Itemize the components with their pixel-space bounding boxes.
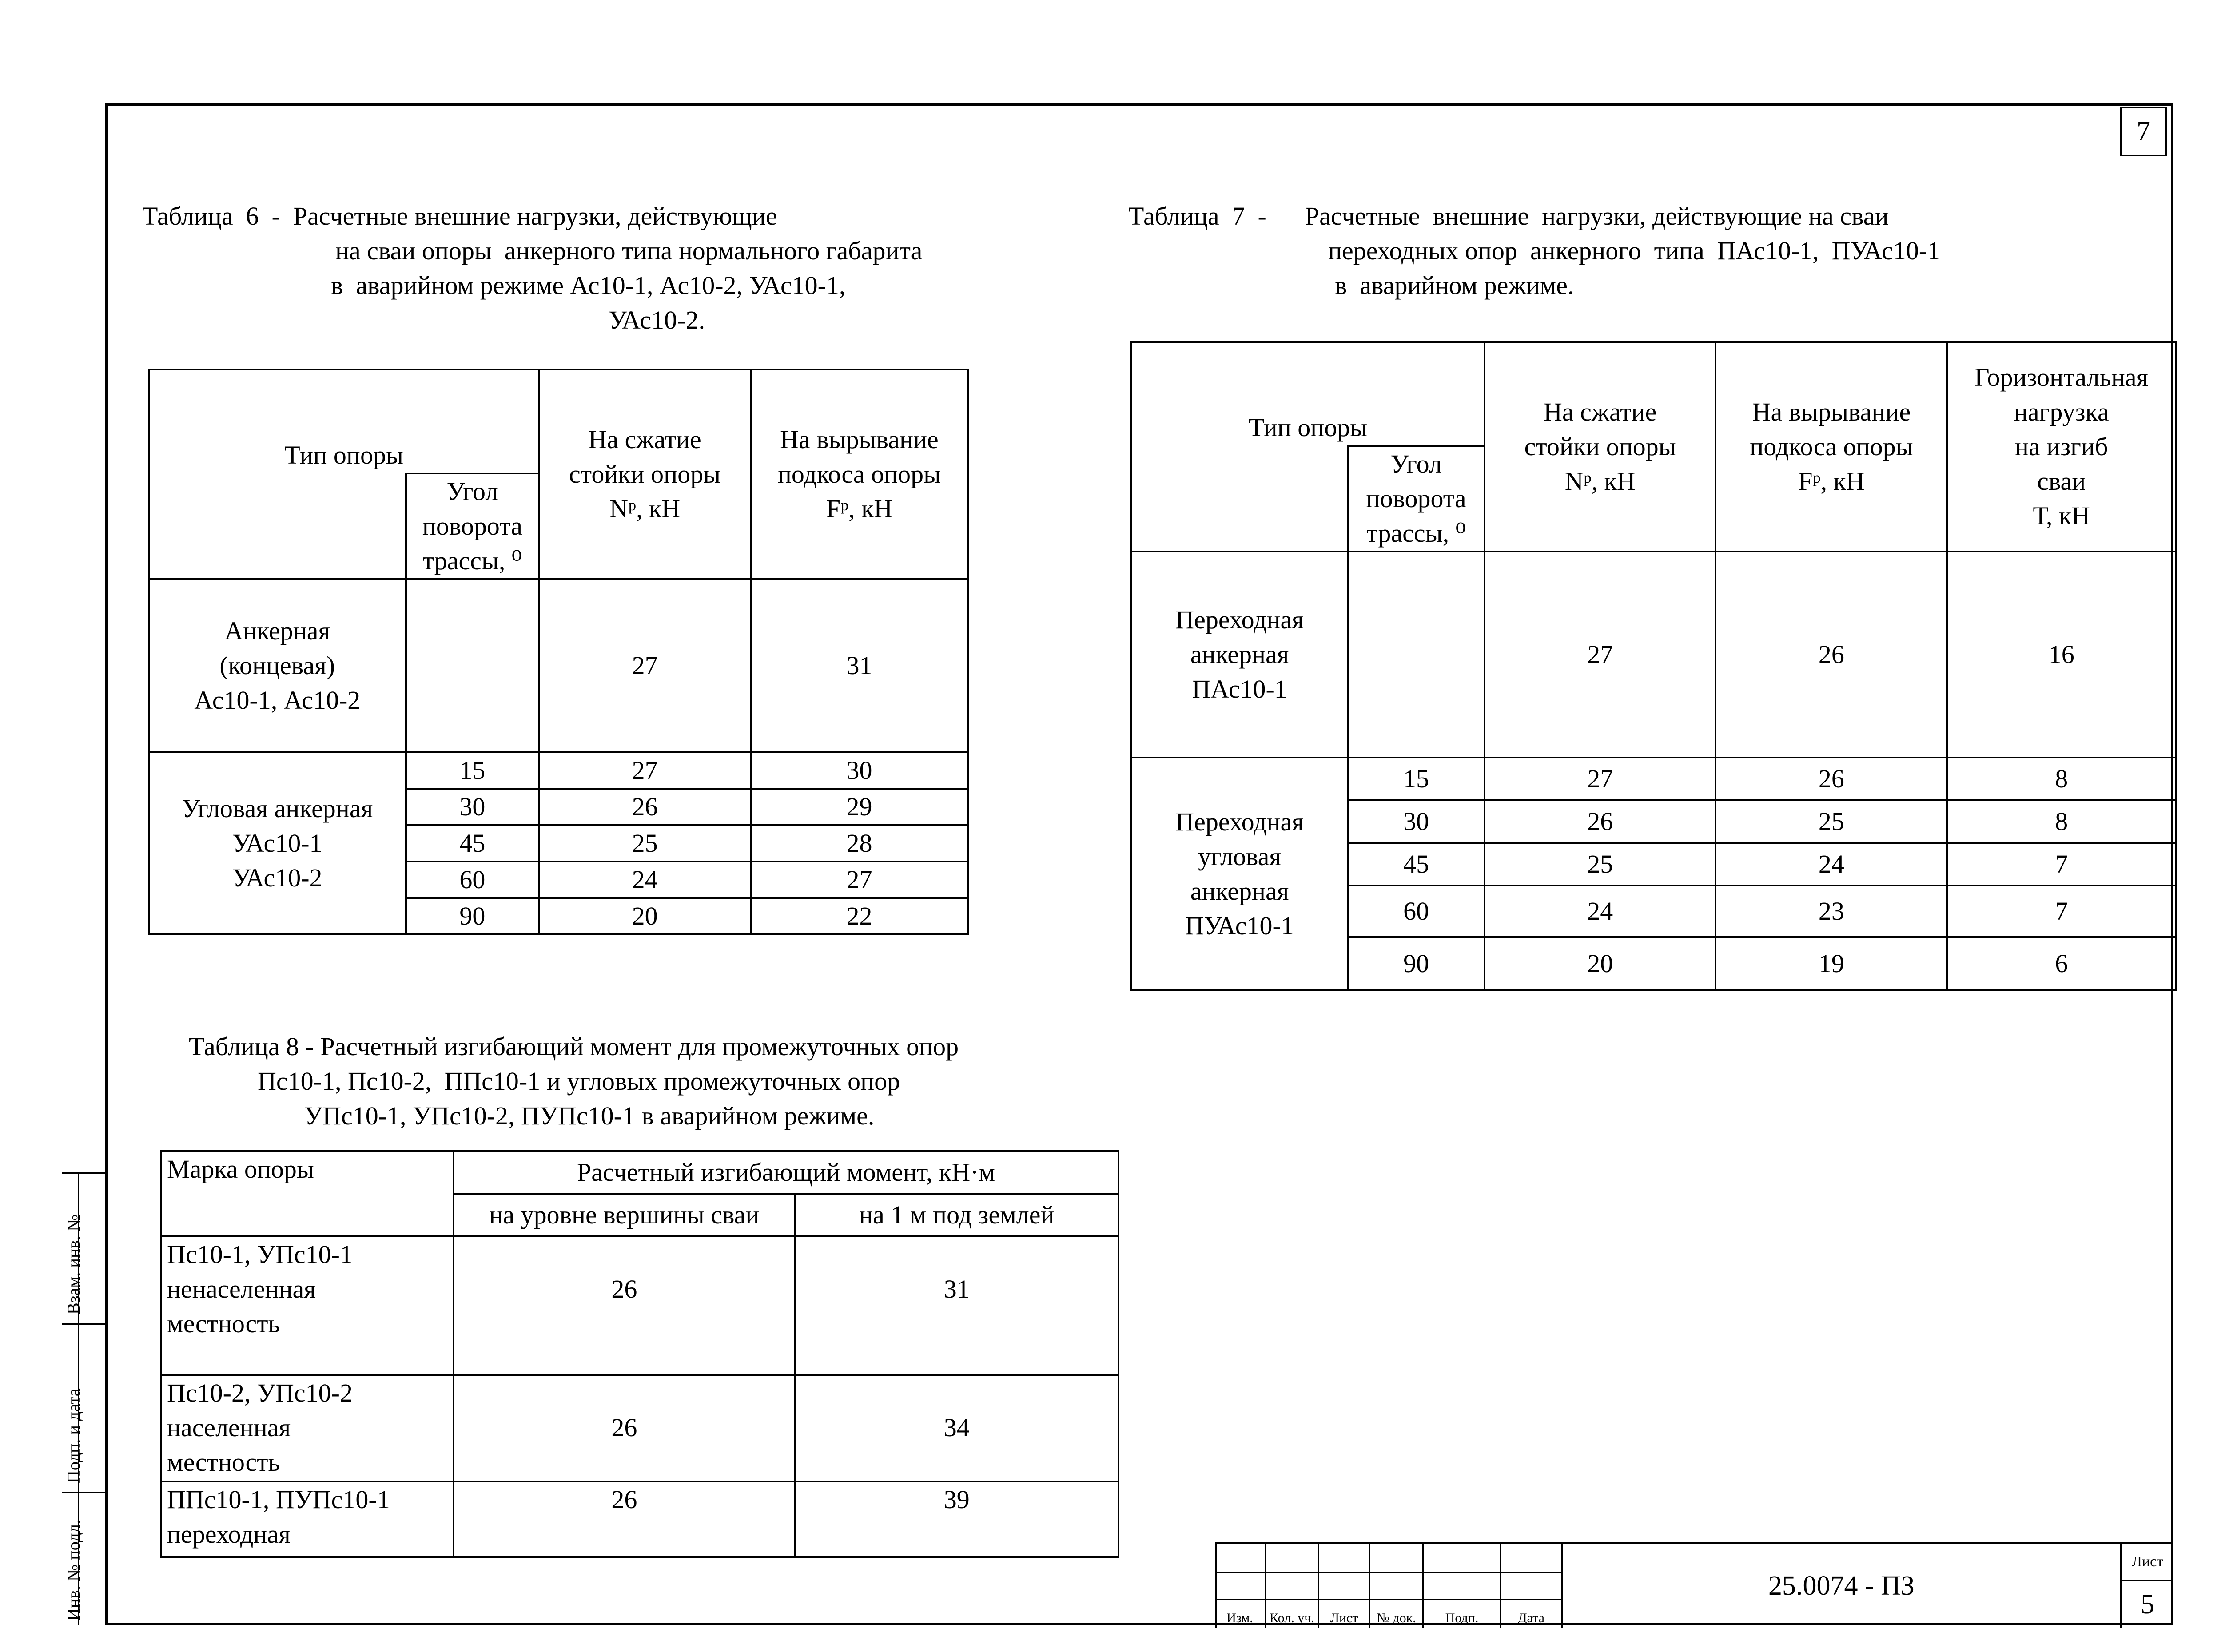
table7-horiz: 6 [1947,937,2176,990]
document-code: 25.0074 - ПЗ [1768,1571,1915,1601]
table6-angle: 45 [406,825,539,862]
table8-row-1m: 39 [795,1481,1118,1557]
table7 [1130,341,2177,991]
stamp-label: Подп. [1445,1611,1479,1625]
table6-caption-line4: УАс10-2. [609,306,705,334]
stamp-sheet-cell [2120,1544,2173,1628]
margin-label-inv: Инв. № подл. [64,1520,84,1621]
table6-row1-pull: 31 [751,579,968,752]
table7-pull: 25 [1716,800,1947,843]
table7-header-comp: На сжатие стойки опоры Nᵖ, кН [1485,342,1716,552]
table8 [160,1150,1119,1558]
table6-pull: 29 [751,789,968,825]
table6-comp: 24 [539,862,751,898]
table6-group-name: Угловая анкерная УАс10-1 УАс10-2 [149,752,406,934]
table6-caption-line2: на сваи опоры анкерного типа нормального габарита [335,236,923,265]
table7-header-horiz: Горизонтальная нагрузка на изгиб сваи Т, кН [1947,342,2176,552]
table8-row-mark: ППс10-1, ПУПс10-1 переходная [161,1481,454,1557]
table7-angle: 45 [1348,843,1485,886]
table6-header-angle: Угол поворота трассы, ⁰ [406,473,539,579]
table6-comp: 27 [539,752,751,789]
stamp-label: Дата [1518,1611,1544,1625]
table7-comp: 24 [1485,886,1716,937]
margin-label-replace: Взам. инв. № [64,1214,84,1314]
stamp-label: № док. [1377,1611,1416,1625]
table8-row-1m: 31 [795,1236,1118,1375]
table6-pull: 27 [751,862,968,898]
table6-angle: 15 [406,752,539,789]
table7-horiz: 7 [1947,886,2176,937]
margin-label-sign: Подп. и дата [64,1388,84,1483]
table7-header-pull: На вырывание подкоса опоры Fᵖ, кН [1716,342,1947,552]
stamp-label: Изм. [1226,1611,1253,1625]
title-block [1215,1542,2173,1628]
table6-angle: 30 [406,789,539,825]
table7-horiz: 7 [1947,843,2176,886]
table8-row-1m: 34 [795,1375,1118,1481]
table7-caption-line3: в аварийном режиме. [1335,271,1574,300]
table6-comp: 26 [539,789,751,825]
table7-pull: 19 [1716,937,1947,990]
table8-caption-line3: УПс10-1, УПс10-2, ПУПс10-1 в аварийном режиме. [304,1101,875,1130]
table8-row-mark: Пс10-1, УПс10-1 ненаселенная местность [161,1236,454,1375]
table7-pull: 26 [1716,758,1947,800]
table7-row1-comp: 27 [1485,552,1716,758]
table7-row1-pull: 26 [1716,552,1947,758]
table7-row1-horiz: 16 [1947,552,2176,758]
table6-pull: 30 [751,752,968,789]
table6-angle: 90 [406,898,539,934]
table7-angle: 60 [1348,886,1485,937]
table7-pull: 24 [1716,843,1947,886]
table6-header-pull: На вырывание подкоса опоры Fᵖ, кН [751,369,968,579]
table7-group-name: Переходная угловая анкерная ПУАс10-1 [1131,758,1348,990]
table7-horiz: 8 [1947,758,2176,800]
table8-caption-line2: Пс10-1, Пс10-2, ППс10-1 и угловых промежуточных опор [258,1067,900,1096]
table7-header-angle: Угол поворота трассы, ⁰ [1348,446,1485,552]
table7-caption-line2: переходных опор анкерного типа ПАс10-1, ПУАс10-1 [1328,236,1941,265]
table6-pull: 22 [751,898,968,934]
stamp-sheet-label: Лист [2131,1553,2164,1570]
table6-header-comp: На сжатие стойки опоры Nᵖ, кН [539,369,751,579]
table7-row1-name: Переходная анкерная ПАс10-1 [1131,552,1348,758]
table6-row1-name: Анкерная (концевая) Ас10-1, Ас10-2 [149,579,406,752]
table8-row-top: 26 [454,1481,795,1557]
stamp-label: Лист [1330,1611,1358,1625]
corner-sheet-number: 7 [2120,107,2167,156]
table7-comp: 27 [1485,758,1716,800]
table8-header-moment: Расчетный изгибающий момент, кН·м [454,1151,1118,1194]
table7-comp: 20 [1485,937,1716,990]
table8-caption-line1: Таблица 8 - Расчетный изгибающий момент для промежуточных опор [189,1032,959,1061]
table8-row-mark: Пс10-2, УПс10-2 населенная местность [161,1375,454,1481]
table6-pull: 28 [751,825,968,862]
table6-row1-comp: 27 [539,579,751,752]
margin-strip [62,1172,107,1625]
table6-comp: 25 [539,825,751,862]
table7-angle: 90 [1348,937,1485,990]
stamp-sheet-number: 5 [2141,1589,2154,1620]
table7-header-type: Тип опоры [1131,342,1485,446]
table6 [148,369,969,935]
table6-angle: 60 [406,862,539,898]
table8-header-1m: на 1 м под землей [795,1194,1118,1236]
table7-comp: 26 [1485,800,1716,843]
table7-angle: 30 [1348,800,1485,843]
table6-caption-line1: Таблица 6 - Расчетные внешние нагрузки, действующие [142,202,777,230]
table7-comp: 25 [1485,843,1716,886]
table7-angle: 15 [1348,758,1485,800]
table8-header-top: на уровне вершины сваи [454,1194,795,1236]
table6-comp: 20 [539,898,751,934]
table7-horiz: 8 [1947,800,2176,843]
table7-pull: 23 [1716,886,1947,937]
table8-row-top: 26 [454,1236,795,1375]
stamp-label: Кол. уч. [1270,1611,1314,1625]
table6-header-type: Тип опоры [149,369,539,473]
table7-caption-line1: Таблица 7 - Расчетные внешние нагрузки, действующие на сваи [1128,202,1889,230]
table8-row-top: 26 [454,1375,795,1481]
table6-caption-line3: в аварийном режиме Ас10-1, Ас10-2, УАс10-1, [331,271,846,300]
table8-header-mark: Марка опоры [161,1151,454,1236]
